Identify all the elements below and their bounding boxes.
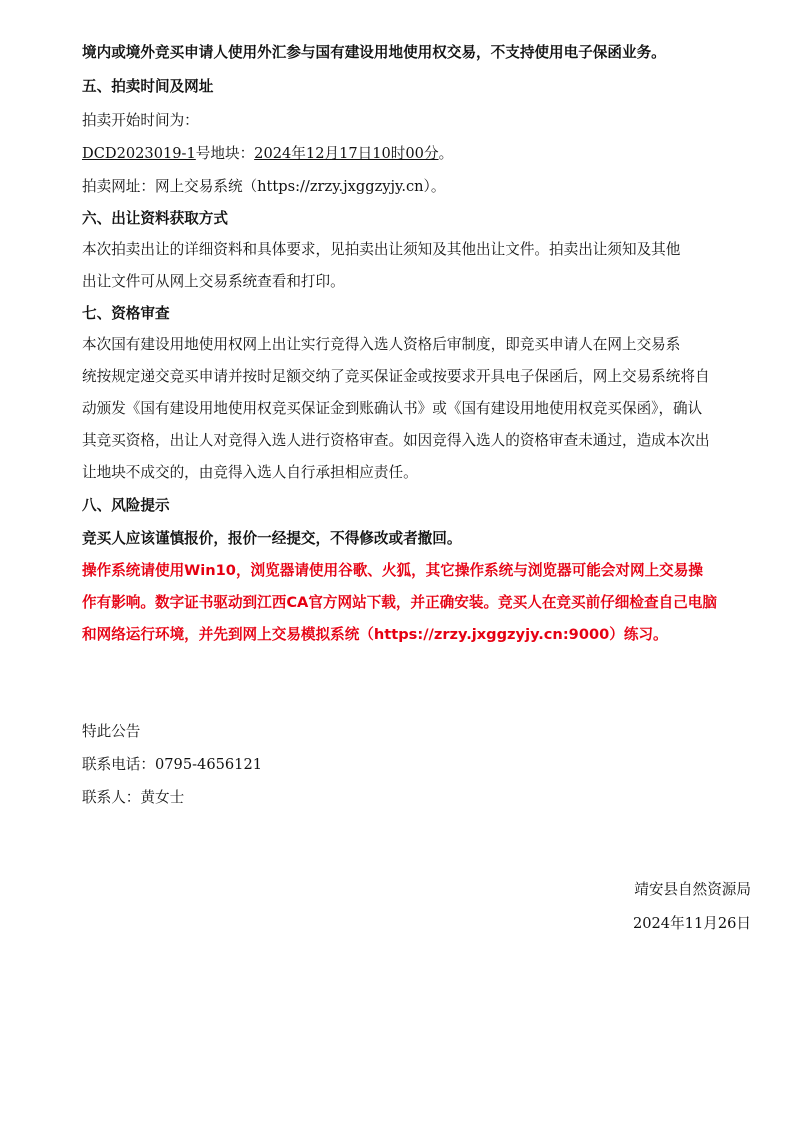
parcel-auction-time <box>82 144 752 164</box>
parcel-time: 2024年12月17日10时00分 <box>254 145 439 162</box>
section-6-line-2: 出让文件可从网上交易系统查看和打印。 <box>82 273 345 290</box>
section-7-line-4: 其竞买资格，出让人对竞得入选人进行资格审查。如因竞得入选人的资格审查未通过，造成本次出 <box>82 432 710 449</box>
issuer-name: 靖安县自然资源局 <box>634 881 751 898</box>
section-6-title: 六、出让资料获取方式 <box>82 210 228 227</box>
section-6-line-1: 本次拍卖出让的详细资料和具体要求，见拍卖出让须知及其他出让文件。拍卖出让须知及其他 <box>82 241 681 258</box>
risk-red-line-3: 和网络运行环境，并先到网上交易模拟系统（https://zrzy.jxggzyjy.cn:9000）练习。 <box>82 626 668 643</box>
section-8-title: 八、风险提示 <box>82 497 170 514</box>
auction-site: 拍卖网址：网上交易系统（https://zrzy.jxggzyjy.cn）。 <box>82 178 446 195</box>
section-7-paragraph <box>82 335 752 495</box>
section-7-line-2: 统按规定递交竞买申请并按时足额交纳了竞买保证金或按要求开具电子保函后，网上交易系统将自 <box>82 368 710 385</box>
section-7-title: 七、资格审查 <box>82 305 170 322</box>
foreign-currency-note: 境内或境外竞买申请人使用外汇参与国有建设用地使用权交易，不支持使用电子保函业务。 <box>82 44 666 61</box>
risk-warning-bold: 竞买人应该谨慎报价，报价一经提交，不得修改或者撤回。 <box>82 530 462 547</box>
section-5-title: 五、拍卖时间及网址 <box>82 78 214 95</box>
section-7-line-1: 本次国有建设用地使用权网上出让实行竞得入选人资格后审制度，即竞买申请人在网上交易系 <box>82 336 681 353</box>
contact-person: 联系人：黄女士 <box>82 789 185 806</box>
risk-red-line-1: 操作系统请使用Win10，浏览器请使用谷歌、火狐，其它操作系统与浏览器可能会对网上交易操 <box>82 562 703 579</box>
contact-phone: 联系电话：0795-4656121 <box>82 756 263 773</box>
section-6-paragraph <box>82 240 752 304</box>
parcel-mid: 号地块： <box>195 145 255 162</box>
auction-start-label: 拍卖开始时间为： <box>82 112 199 129</box>
notice-closing: 特此公告 <box>82 723 141 740</box>
issue-date: 2024年11月26日 <box>632 915 751 932</box>
section-7-line-5: 让地块不成交的，由竞得入选人自行承担相应责任。 <box>82 464 418 481</box>
parcel-code: DCD2023019-1 <box>82 145 196 162</box>
risk-warning-red <box>82 561 752 657</box>
section-7-line-3: 动颁发《国有建设用地使用权竞买保证金到账确认书》或《国有建设用地使用权竞买保函》，确认 <box>82 400 703 417</box>
parcel-end: 。 <box>438 145 454 162</box>
risk-red-line-2: 作有影响。数字证书驱动到江西CA官方网站下载，并正确安装。竞买人在竞买前仔细检查自己电脑 <box>82 594 717 611</box>
